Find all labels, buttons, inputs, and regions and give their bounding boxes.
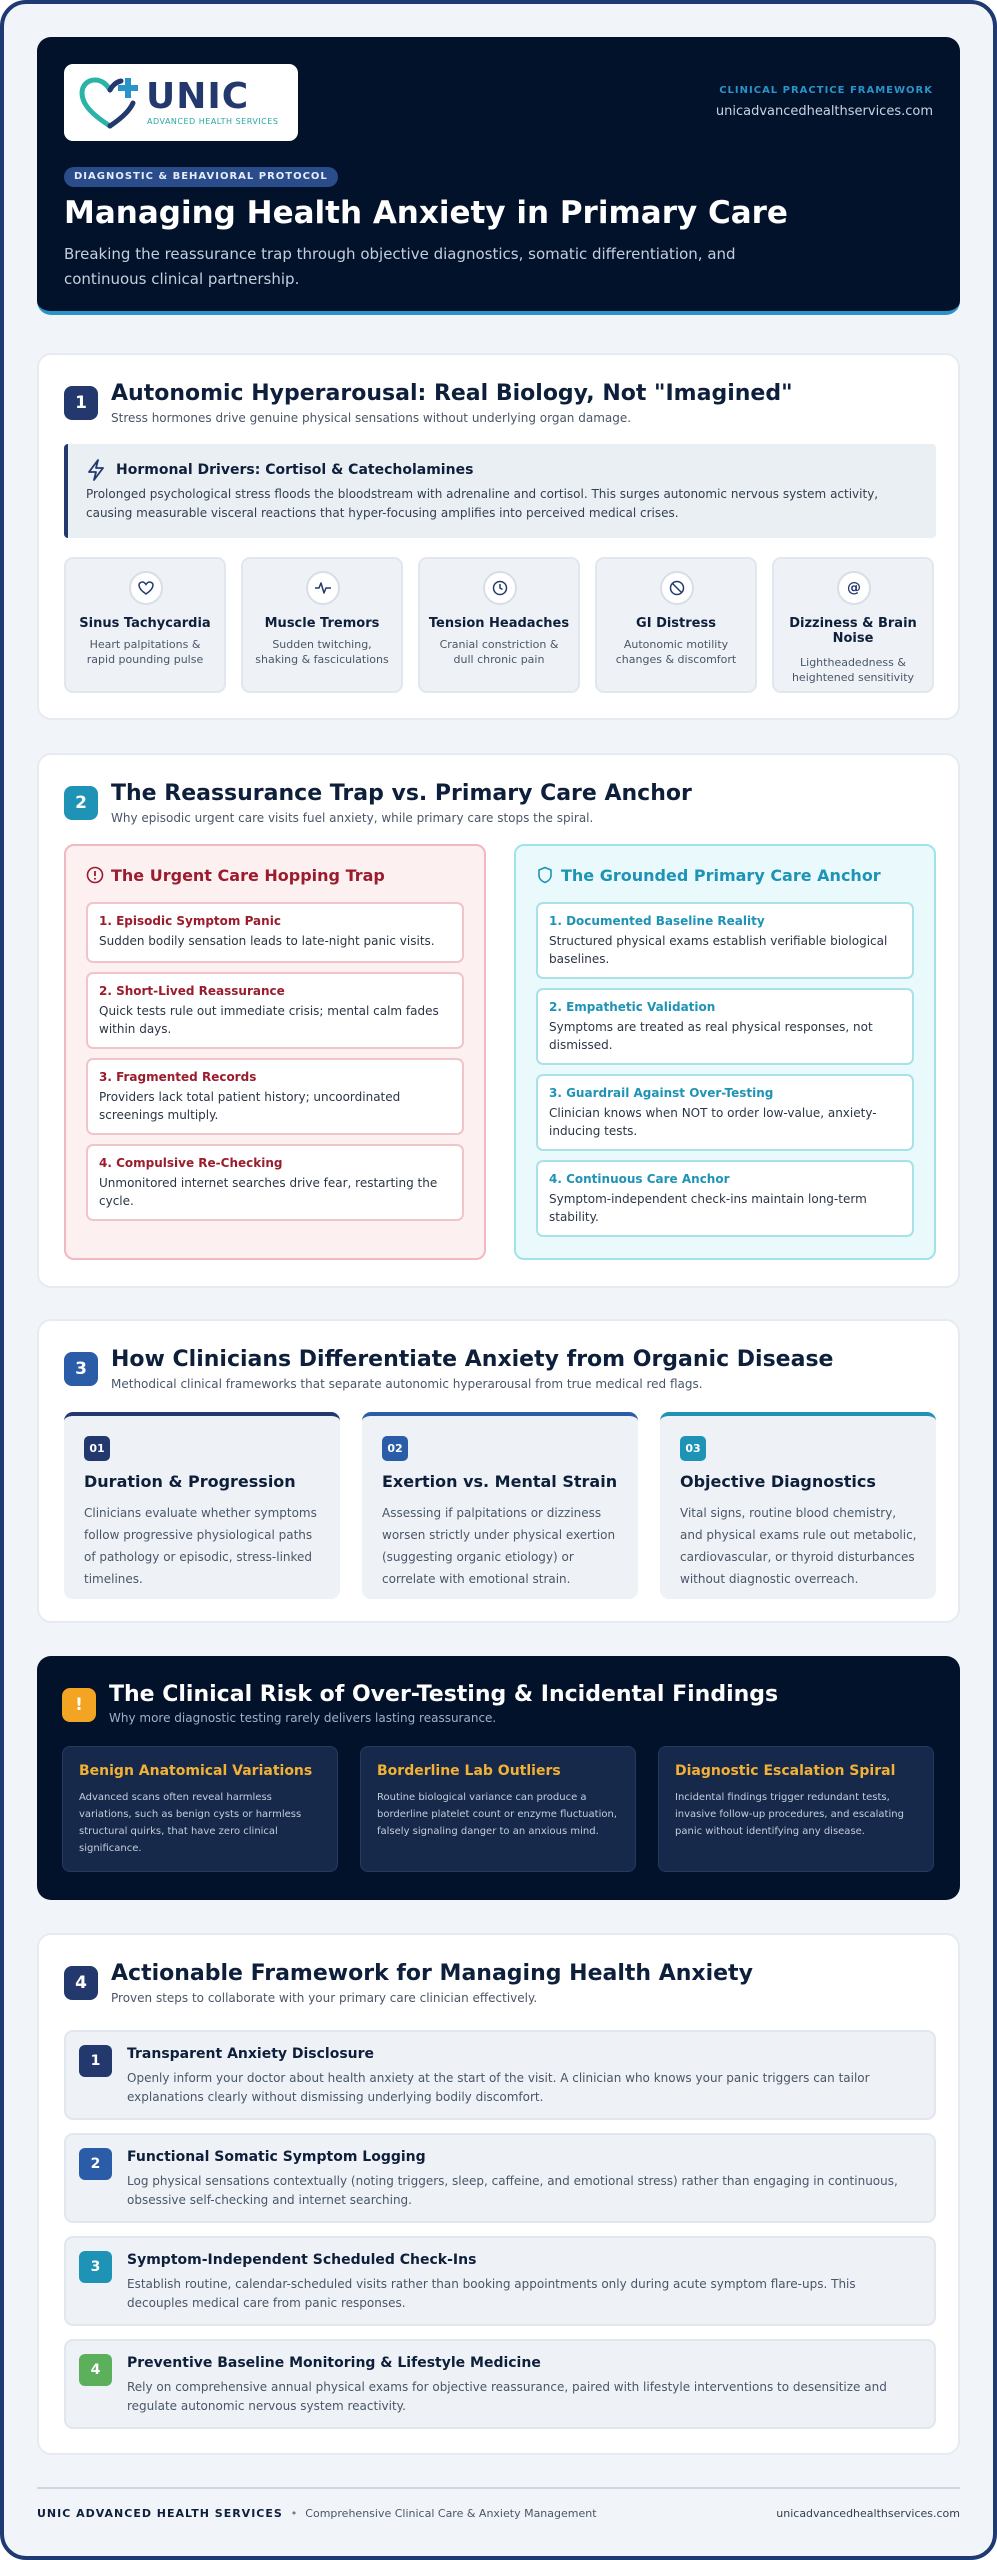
symptom-desc: Sudden twitching, shaking & fasciculations (255, 638, 389, 666)
symptom-desc: Heart palpitations & rapid pounding pulse (86, 638, 204, 666)
card-badge: 02 (382, 1436, 408, 1461)
section-differentiation (37, 1319, 960, 1623)
action-step (64, 2030, 936, 2120)
step-title: 2. Short-Lived Reassurance (99, 984, 285, 998)
step-desc: Symptom-independent check-ins maintain long-term stability. (549, 1192, 867, 1224)
section-subtitle: Why more diagnostic testing rarely delivers lasting reassurance. (109, 1711, 497, 1725)
symptom-card (595, 557, 757, 693)
risk-card-title: Benign Anatomical Variations (79, 1763, 313, 1779)
section-number: 3 (64, 1352, 98, 1386)
anchor-title: The Grounded Primary Care Anchor (561, 866, 881, 885)
alert-circle-icon (86, 866, 104, 884)
differentiation-card (660, 1412, 936, 1599)
section-reassurance-trap (37, 753, 960, 1288)
symptom-card (64, 557, 226, 693)
clock-icon (483, 571, 517, 605)
step-title: 3. Guardrail Against Over-Testing (549, 1086, 774, 1100)
symptom-title: Muscle Tremors (264, 616, 380, 631)
card-desc: Assessing if palpitations or dizziness worsen strictly under physical exertion (suggesting organic etiology) or correlate with emotional strain. (382, 1506, 616, 1586)
logo-tagline: ADVANCED HEALTH SERVICES (147, 117, 279, 126)
section-title: How Clinicians Differentiate Anxiety from Organic Disease (111, 1347, 834, 1372)
logo[interactable] (64, 64, 298, 141)
symptom-title: GI Distress (636, 616, 716, 631)
callout-text: Prolonged psychological stress floods the bloodstream with adrenaline and cortisol. This surges autonomic nervous system activity, causing measurable visceral reactions that hyper-focusing amplifies into perceived medical crises. (86, 487, 879, 520)
shield-icon (536, 866, 554, 884)
risk-card (658, 1746, 934, 1872)
card-badge: 01 (84, 1436, 110, 1461)
warning-icon: ! (62, 1688, 96, 1722)
step-desc: Clinician knows when NOT to order low-value, anxiety-inducing tests. (549, 1106, 877, 1138)
step-title: 3. Fragmented Records (99, 1070, 257, 1084)
anchor-step (536, 902, 914, 979)
protocol-badge: DIAGNOSTIC & BEHAVIORAL PROTOCOL (64, 167, 338, 187)
card-title: Objective Diagnostics (680, 1472, 876, 1491)
section-subtitle: Stress hormones drive genuine physical sensations without underlying organ damage. (111, 411, 632, 425)
risk-card (360, 1746, 636, 1872)
trap-step (86, 902, 464, 963)
symptom-title: Tension Headaches (428, 616, 570, 631)
step-title: 4. Compulsive Re-Checking (99, 1156, 283, 1170)
risk-card (62, 1746, 338, 1872)
heart-icon (129, 571, 163, 605)
ban-icon (660, 571, 694, 605)
symptom-desc: Autonomic motility changes & discomfort (615, 638, 737, 666)
differentiation-card (64, 1412, 340, 1599)
symptom-desc: Lightheadedness & heightened sensitivity (791, 656, 915, 684)
step-desc: Sudden bodily sensation leads to late-night panic visits. (99, 934, 435, 948)
callout-title: Hormonal Drivers: Cortisol & Catecholamines (116, 462, 474, 478)
risk-card-title: Borderline Lab Outliers (377, 1763, 561, 1779)
footer (37, 2507, 960, 2525)
section-number: 2 (64, 786, 98, 820)
step-desc: Providers lack total patient history; uncoordinated screenings multiply. (99, 1090, 401, 1122)
card-desc: Clinicians evaluate whether symptoms follow progressive physiological paths of pathology or episodic, stress-linked timelines. (84, 1506, 317, 1586)
step-desc: Rely on comprehensive annual physical exams for objective reassurance, paired with lifestyle interventions to desensitize and regulate autonomic nervous system reactivity. (127, 2380, 887, 2413)
risk-card-desc: Routine biological variance can produce a borderline platelet count or enzyme fluctuation, falsely signaling danger to an anxious mind. (377, 1792, 617, 1837)
trap-step (86, 1058, 464, 1135)
footer-website[interactable]: unicadvancedhealthservices.com (776, 2507, 960, 2520)
symptom-card (772, 557, 934, 693)
step-desc: Quick tests rule out immediate crisis; mental calm fades within days. (99, 1004, 439, 1036)
step-desc: Unmonitored internet searches drive fear, restarting the cycle. (99, 1176, 438, 1208)
anchor-step (536, 1074, 914, 1151)
page-description: Breaking the reassurance trap through objective diagnostics, somatic differentiation, and continuous clinical partnership. (64, 245, 736, 288)
action-step (64, 2236, 936, 2326)
section-number: 1 (64, 386, 98, 420)
page-title: Managing Health Anxiety in Primary Care (64, 195, 788, 231)
card-title: Duration & Progression (84, 1472, 296, 1491)
section-title: Actionable Framework for Managing Health Anxiety (111, 1961, 753, 1986)
card-title: Exertion vs. Mental Strain (382, 1472, 618, 1491)
step-number: 1 (79, 2045, 112, 2077)
section-actionable-framework (37, 1933, 960, 2455)
step-title: 1. Episodic Symptom Panic (99, 914, 281, 928)
action-step (64, 2339, 936, 2429)
risk-card-desc: Advanced scans often reveal harmless variations, such as benign cysts or harmless structural quirks, that have zero clinical significance. (79, 1792, 302, 1854)
section-subtitle: Proven steps to collaborate with your primary care clinician effectively. (111, 1991, 538, 2005)
section-title: The Reassurance Trap vs. Primary Care Anchor (111, 781, 692, 806)
hormonal-drivers-callout (64, 444, 936, 538)
step-title: Symptom-Independent Scheduled Check-Ins (127, 2252, 477, 2268)
trap-step (86, 1144, 464, 1221)
symptom-card (418, 557, 580, 693)
step-title: Functional Somatic Symptom Logging (127, 2149, 426, 2165)
hero-kicker: CLINICAL PRACTICE FRAMEWORK (719, 85, 933, 96)
step-desc: Log physical sensations contextually (noting triggers, sleep, caffeine, and emotional stress) rather than engaging in continuous, obsessive self-checking and internet searching. (127, 2174, 898, 2207)
hero-header (37, 37, 960, 315)
primary-care-anchor-panel (514, 844, 936, 1260)
action-step (64, 2133, 936, 2223)
risk-card-desc: Incidental findings trigger redundant tests, invasive follow-up procedures, and escalating panic without identifying any disease. (675, 1792, 904, 1837)
section-subtitle: Methodical clinical frameworks that separate autonomic hyperarousal from true medical red flags. (111, 1377, 703, 1391)
section-subtitle: Why episodic urgent care visits fuel anxiety, while primary care stops the spiral. (111, 811, 594, 825)
footer-divider (37, 2487, 960, 2489)
hero-meta (716, 85, 933, 119)
step-number: 4 (79, 2354, 112, 2386)
step-number: 3 (79, 2251, 112, 2283)
footer-tagline: Comprehensive Clinical Care & Anxiety Management (305, 2507, 597, 2520)
footer-separator: • (290, 2507, 298, 2520)
step-title: 4. Continuous Care Anchor (549, 1172, 730, 1186)
risk-card-title: Diagnostic Escalation Spiral (675, 1763, 896, 1779)
at-icon: @ (837, 571, 871, 605)
hero-website[interactable]: unicadvancedhealthservices.com (715, 104, 933, 119)
anchor-step (536, 988, 914, 1065)
anchor-step (536, 1160, 914, 1237)
differentiation-card (362, 1412, 638, 1599)
section-over-testing-risk (37, 1656, 960, 1900)
section-autonomic-hyperarousal (37, 353, 960, 720)
symptom-desc: Cranial constriction & dull chronic pain (439, 638, 559, 666)
section-title: Autonomic Hyperarousal: Real Biology, Not "Imagined" (111, 381, 793, 406)
step-title: 2. Empathetic Validation (549, 1000, 716, 1014)
urgent-care-trap-panel (64, 844, 486, 1260)
symptom-card (241, 557, 403, 693)
symptom-title: Sinus Tachycardia (79, 616, 211, 631)
heart-cross-logo-icon (78, 76, 142, 130)
step-desc: Symptoms are treated as real physical responses, not dismissed. (549, 1020, 873, 1052)
section-title: The Clinical Risk of Over-Testing & Incidental Findings (109, 1682, 779, 1707)
step-title: 1. Documented Baseline Reality (549, 914, 765, 928)
step-number: 2 (79, 2148, 112, 2180)
symptom-title: Dizziness & Brain Noise (789, 616, 917, 646)
card-badge: 03 (680, 1436, 706, 1461)
trap-title: The Urgent Care Hopping Trap (111, 866, 385, 885)
card-desc: Vital signs, routine blood chemistry, and physical exams rule out metabolic, cardiovascular, or thyroid disturbances without diagnostic overreach. (680, 1506, 917, 1586)
logo-name: UNIC (146, 76, 250, 117)
section-number: 4 (64, 1966, 98, 2000)
trap-step (86, 972, 464, 1049)
lightning-icon (86, 459, 106, 481)
footer-brand: UNIC ADVANCED HEALTH SERVICES (37, 2507, 283, 2520)
step-desc: Openly inform your doctor about health anxiety at the start of the visit. A clinician who knows your panic triggers can tailor explanations clearly without dismissing underlying bodily discomfort. (127, 2071, 870, 2104)
step-title: Preventive Baseline Monitoring & Lifestyle Medicine (127, 2355, 541, 2371)
step-title: Transparent Anxiety Disclosure (127, 2046, 375, 2062)
step-desc: Structured physical exams establish verifiable biological baselines. (549, 934, 888, 966)
pulse-icon (306, 571, 340, 605)
step-desc: Establish routine, calendar-scheduled visits rather than booking appointments only during acute symptom flare-ups. This decouples medical care from panic responses. (127, 2277, 856, 2310)
